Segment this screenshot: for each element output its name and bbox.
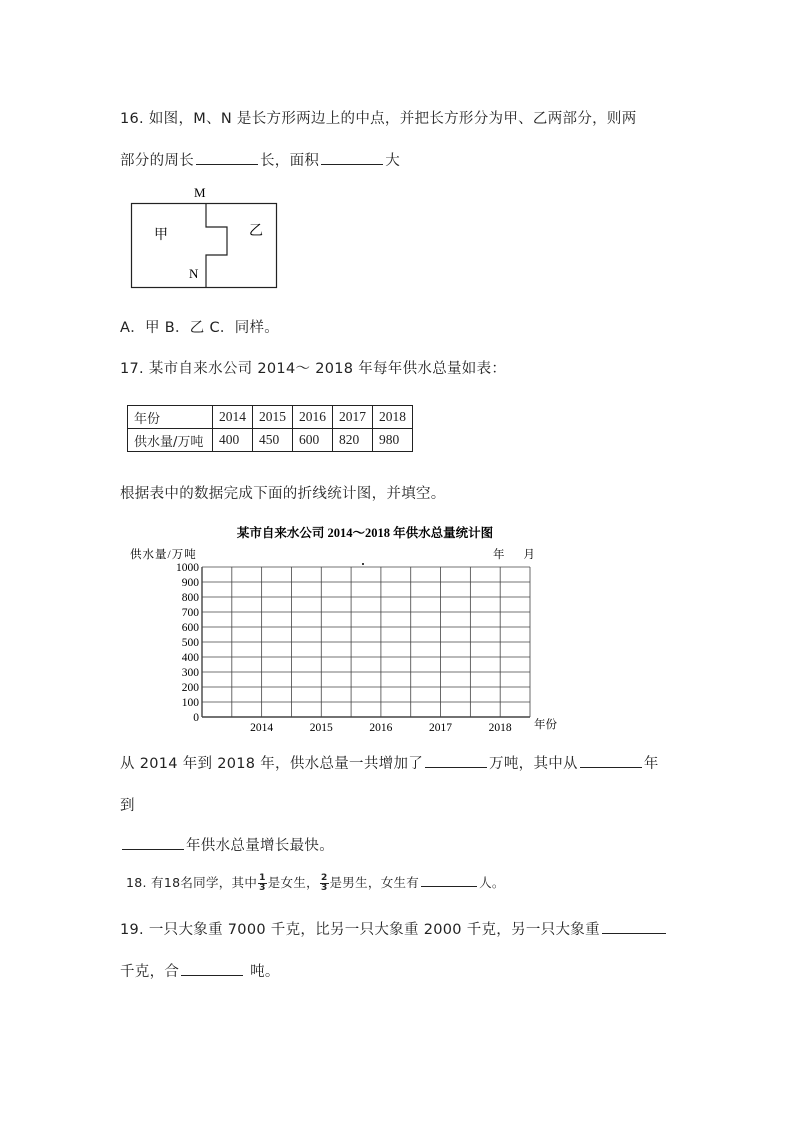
y-tick-label: 1000 <box>176 562 199 574</box>
q17-text-d: 到 <box>120 798 135 814</box>
table-cell: 供水量/万吨 <box>128 429 213 452</box>
q18-stem <box>126 872 505 893</box>
date-note: 年 月 <box>493 549 543 561</box>
y-tick-label: 500 <box>181 637 199 649</box>
table-cell: 2016 <box>293 406 333 429</box>
line-chart <box>120 520 560 735</box>
q17-fill-line1 <box>120 752 659 773</box>
y-tick-label: 300 <box>181 667 199 679</box>
q16-stem-line2 <box>120 149 400 170</box>
q16-text-b: 长，面积 <box>260 153 320 169</box>
q16-options: A．甲 B．乙 C．同样。 <box>120 320 280 336</box>
y-tick-label: 400 <box>181 652 199 664</box>
q17-blank-to-year[interactable] <box>122 835 184 850</box>
y-tick-label: 600 <box>181 622 199 634</box>
table-cell: 2018 <box>373 406 413 429</box>
table-cell: 2015 <box>253 406 293 429</box>
q16-blank-area[interactable] <box>321 150 383 165</box>
q17-fill-line3 <box>120 834 334 855</box>
q19-blank-ton[interactable] <box>181 961 243 976</box>
q18-text-a: 18. 有18名同学，其中 <box>126 875 258 890</box>
q18-text-c: 是男生，女生有 <box>329 875 420 890</box>
label-n: N <box>189 266 199 281</box>
x-tick-label: 2017 <box>429 722 453 734</box>
q16-text-c: 大 <box>385 153 401 169</box>
label-yi: 乙 <box>249 223 263 239</box>
y-tick-label: 800 <box>181 592 199 604</box>
table-cell: 820 <box>333 429 373 452</box>
x-axis-title: 年份 <box>534 719 557 731</box>
y-axis-title: 供水量/万吨 <box>130 549 197 561</box>
fraction-denominator: 3 <box>259 883 266 893</box>
q17-text-e: 年供水总量增长最快。 <box>186 838 334 854</box>
table-cell: 450 <box>253 429 293 452</box>
table-cell: 980 <box>373 429 413 452</box>
q17-text-a: 从 2014 年到 2018 年，供水总量一共增加了 <box>120 756 424 772</box>
x-tick-label: 2014 <box>250 722 274 734</box>
x-tick-label: 2016 <box>369 722 393 734</box>
x-tick-label: 2018 <box>488 722 512 734</box>
table-cell: 2017 <box>333 406 373 429</box>
q19-stem <box>120 918 668 939</box>
y-tick-label: 900 <box>181 577 199 589</box>
q18-blank-girls[interactable] <box>421 872 477 887</box>
fraction-numerator: 1 <box>259 873 266 883</box>
q17-text-c: 年 <box>643 756 659 772</box>
label-m: M <box>194 186 206 200</box>
q19-text: 19. 一只大象重 7000 千克，比另一只大象重 2000 千克，另一只大象重 <box>120 922 600 938</box>
q17-intro: 17. 某市自来水公司 2014～ 2018 年每年供水总量如表： <box>120 361 507 377</box>
table-row <box>128 406 413 429</box>
dividing-line <box>206 204 227 288</box>
chart-title: 某市自来水公司 2014～2018 年供水总量统计图 <box>236 526 494 540</box>
q16-text-a: 部分的周长 <box>120 153 194 169</box>
q18-text-d: 人。 <box>479 875 505 890</box>
q17-instruction: 根据表中的数据完成下面的折线统计图，并填空。 <box>120 486 446 502</box>
x-tick-label: 2015 <box>309 722 333 734</box>
table-cell: 400 <box>213 429 253 452</box>
fraction-two-thirds <box>320 874 329 893</box>
y-tick-label: 100 <box>181 697 199 709</box>
fraction-denominator: 3 <box>320 883 328 893</box>
q16-stem: 16. 如图，M、N 是长方形两边上的中点，并把长方形分为甲、乙两部分，则两 <box>120 111 637 127</box>
q18-text-b: 是女生， <box>267 875 319 890</box>
fraction-one-third <box>258 874 267 893</box>
table-row <box>128 429 413 452</box>
q16-blank-perimeter[interactable] <box>196 150 258 165</box>
q17-text-b: 万吨，其中从 <box>489 756 578 772</box>
q19-blank-kg[interactable] <box>602 919 666 934</box>
q17-blank-from-year[interactable] <box>580 753 642 768</box>
q17-blank-increase[interactable] <box>425 753 487 768</box>
q19-text-a: 千克，合 <box>120 964 180 980</box>
label-jia: 甲 <box>154 227 168 243</box>
q19-text-b: 吨。 <box>245 964 280 980</box>
y-tick-label: 200 <box>181 682 199 694</box>
y-tick-label: 0 <box>193 712 199 724</box>
stray-dot <box>362 563 364 565</box>
table-cell: 600 <box>293 429 333 452</box>
y-tick-label: 700 <box>181 607 199 619</box>
table-cell: 年份 <box>128 406 213 429</box>
outer-rectangle <box>132 204 277 288</box>
water-supply-table <box>127 405 413 452</box>
q19-line2 <box>120 960 280 981</box>
table-cell: 2014 <box>213 406 253 429</box>
fraction-numerator: 2 <box>320 873 328 883</box>
rectangle-figure <box>130 186 280 291</box>
